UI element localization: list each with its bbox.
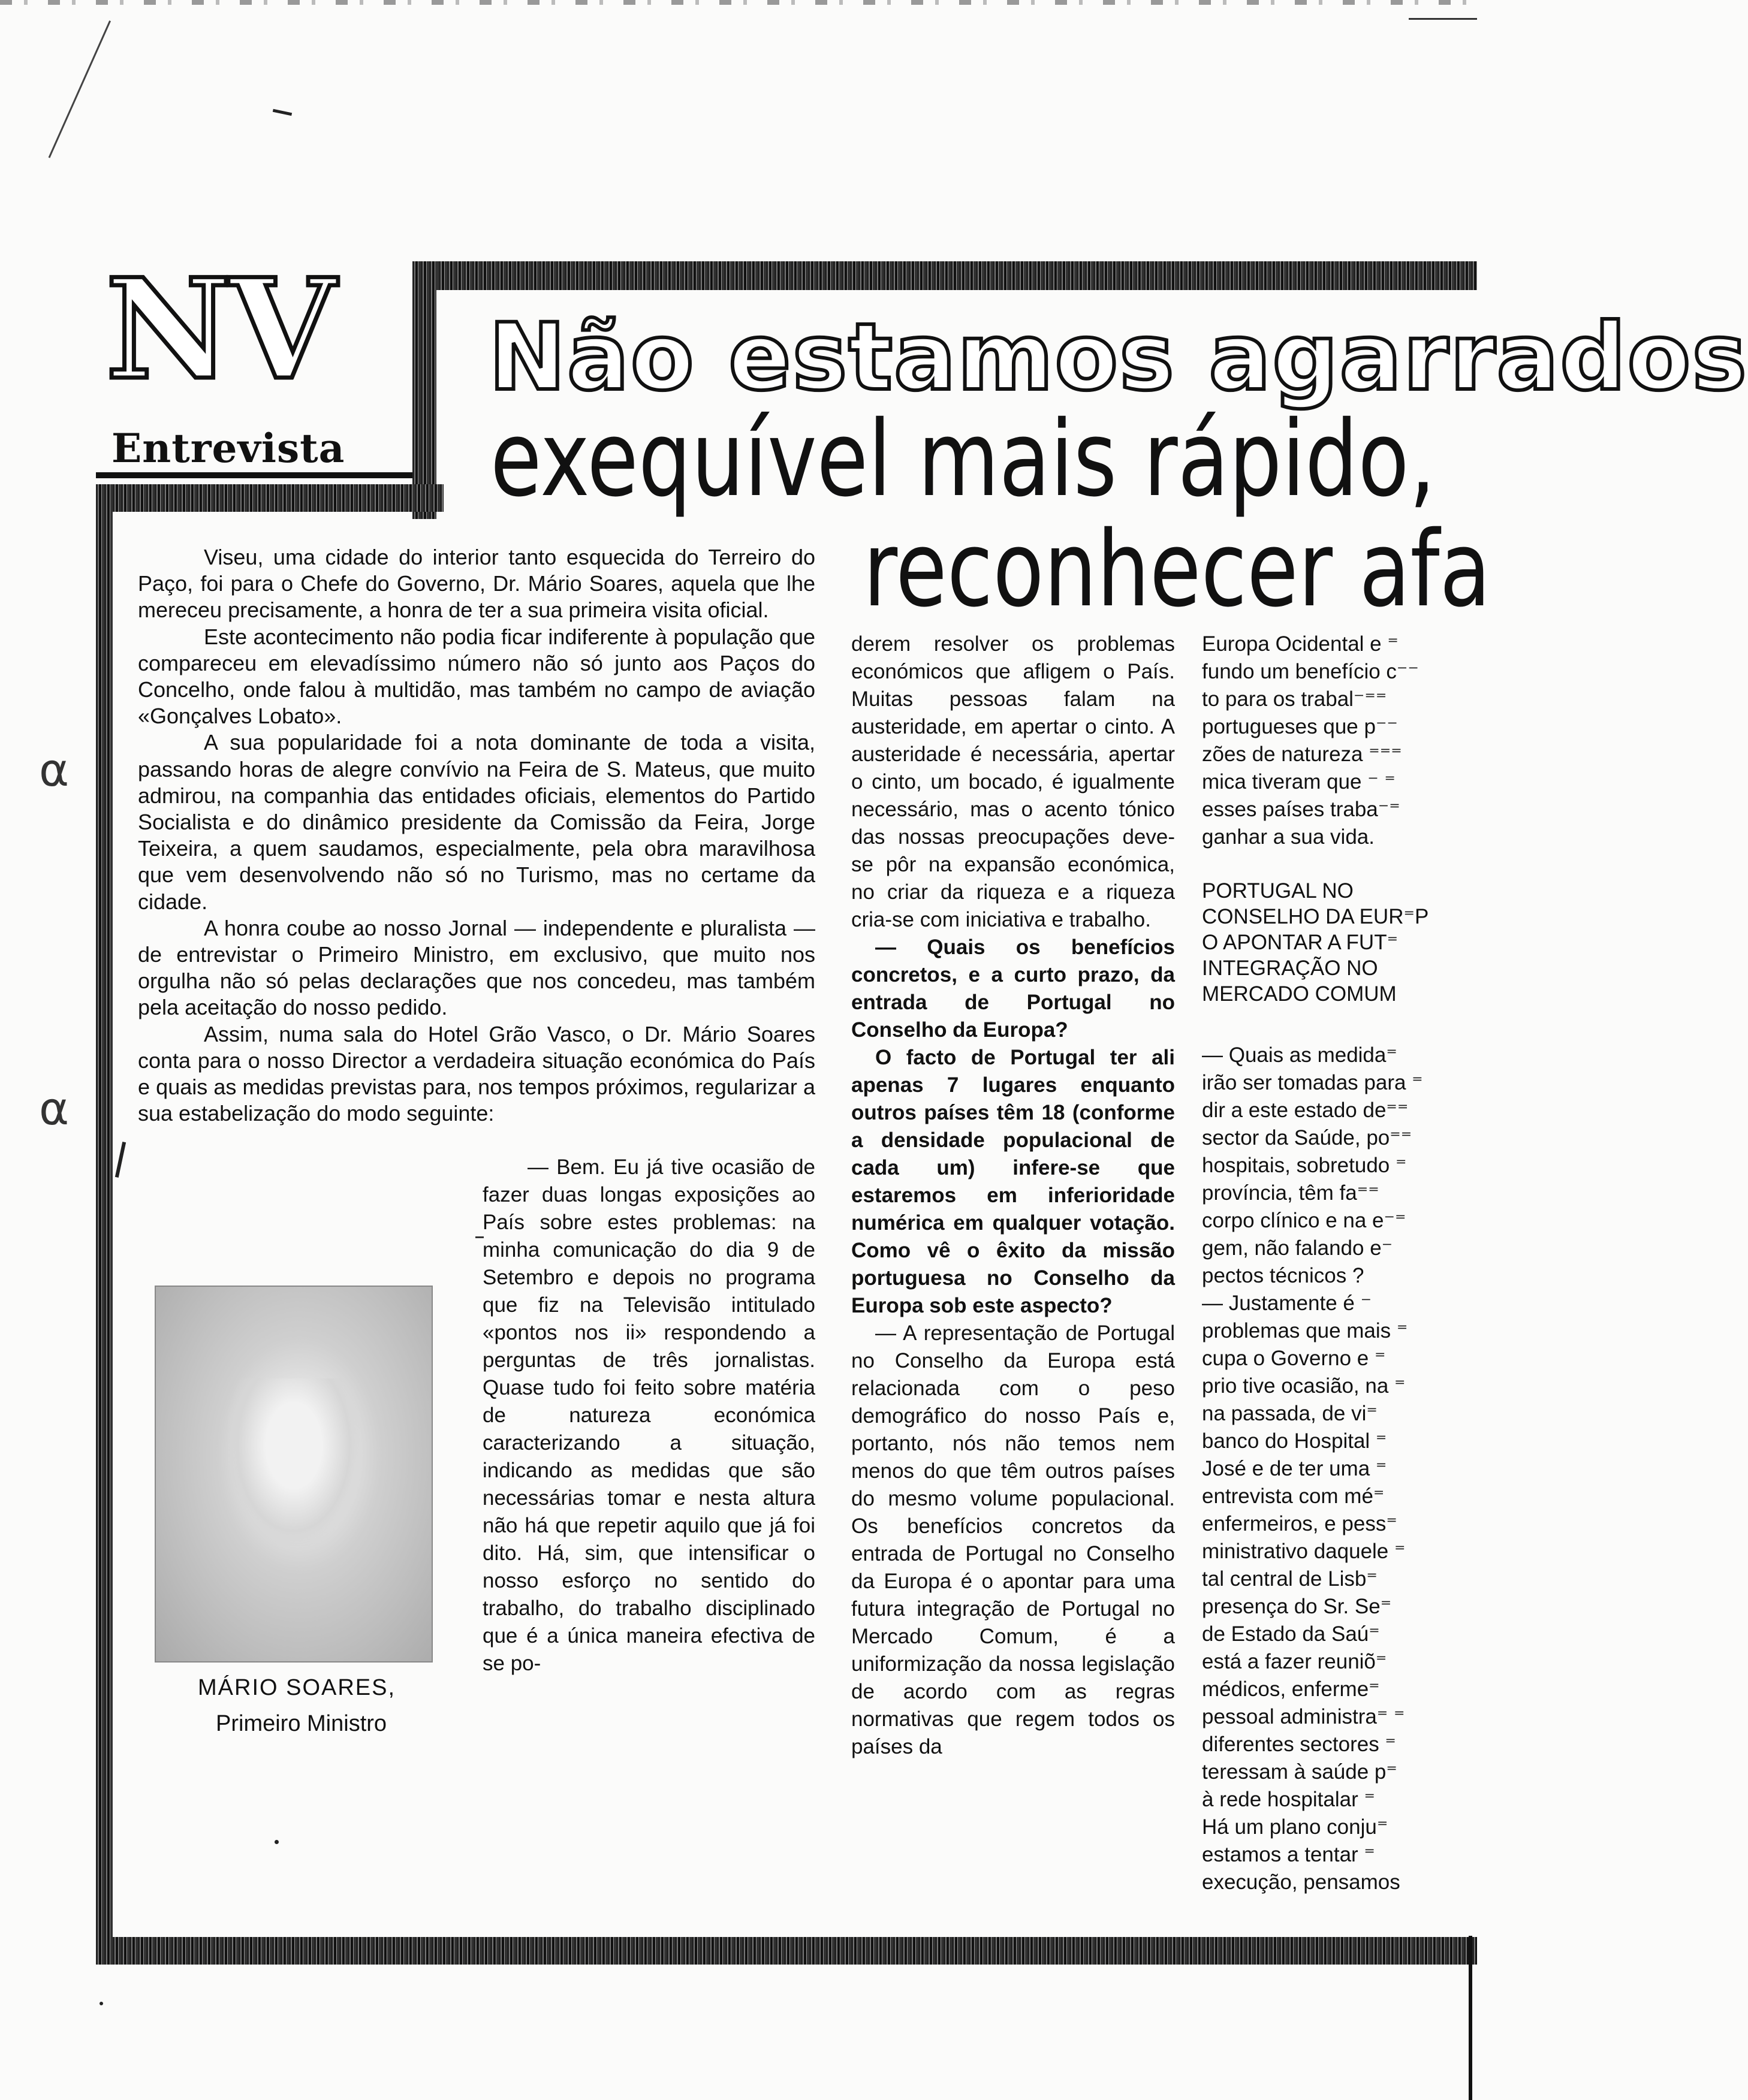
column-4-top-lines [1202,630,1477,851]
margin-mark: α [39,743,70,796]
headline-line-3: reconhecer afa [863,509,1491,630]
headline-top-rule [414,261,1477,290]
column-4-line: teressam à saúde p⁼ [1202,1760,1397,1784]
intro-paragraph: Viseu, uma cidade do interior tanto esquecida do Terreiro do Paço, foi para o Chefe do Governo, Dr. Mário Soares, aquela que lhe mereceu precisamente, a honra de ter a sua primeira visita oficial. [138,545,815,623]
photo-caption-title: Primeiro Ministro [216,1711,387,1736]
column-4-line: Há um plano conju⁼ [1202,1815,1388,1839]
column-4-line: portugueses que p⁻⁻ [1202,715,1398,738]
column-4-line: médicos, enferme⁼ [1202,1677,1380,1701]
column-4 [1202,630,1477,1896]
column-4-line: ministrativo daquele ⁼ [1202,1540,1406,1563]
column-4-line: mica tiveram que ⁻ ⁼ [1202,770,1396,793]
column-4-line: José e de ter uma ⁼ [1202,1457,1387,1480]
margin-mark: α [39,1082,70,1135]
column-4-line: de Estado da Saú⁼ [1202,1622,1380,1646]
column-4-line: está a fazer reuniõ⁼ [1202,1650,1387,1673]
column-4-line: entrevista com mé⁼ [1202,1485,1385,1508]
column-4-line: estamos a tentar ⁼ [1202,1843,1375,1866]
column-4-line: cupa o Governo e ⁼ [1202,1347,1386,1370]
intro-text [138,544,815,1127]
column-4-line: to para os trabal⁻⁼⁼ [1202,687,1387,711]
column-4-line: tal central de Lisb⁼ [1202,1567,1378,1591]
intro-paragraph: A honra coube ao nosso Jornal — independente e pluralista — de entrevistar o Primeiro Ministro, em exclusivo, que muito nos orgulha não só pelas declarações que nos concedeu, mas também pela aceitação do nosso pedido. [138,915,815,1020]
intro-paragraph: Este acontecimento não podia ficar indiferente à população que compareceu em elevadíssimo número não só junto aos Paços do Concelho, onde falou à multidão, mas também no campo de aviação «Gonçalves Lobato». [138,624,815,729]
column-4-line: CONSELHO DA EUR⁼P [1202,905,1429,928]
scan-corner-mark [1409,0,1477,20]
column-4-line: INTEGRAÇÃO NO [1202,957,1378,980]
column-3-paragraph: derem resolver os problemas económicos que afligem o País. Muitas pessoas falam na austeridade, em apertar o cinto. A austeridade é necessária, apertar o cinto, um bocado, é igualmente necessário, mas o acento tónico das nossas preocupações deve-se pôr na expansão económica, no criar da riqueza e a riqueza cria-se com iniciativa e trabalho. [851,632,1175,931]
photo-caption-name: MÁRIO SOARES, [198,1675,396,1700]
column-4-line: O APONTAR A FUT⁼ [1202,931,1399,954]
answer-column [483,1154,815,1677]
column-4-line: prio tive ocasião, na ⁼ [1202,1374,1406,1398]
column-4-line: fundo um benefício c⁻⁻ [1202,660,1419,683]
intro-paragraph: A sua popularidade foi a nota dominante de toda a visita, passando horas de alegre convívio na Feira de S. Mateus, que muito admirou, na companhia das entidades oficiais, elementos do Partido Socialista e do dinâmico presidente da Comissão da Feira, Jorge Teixeira, a quem saudamos, especialmente, pela obra maravilhosa que vem desenvolvendo não só no Turismo, mas no certame da cidade. [138,730,815,914]
column-4-bottom-lines [1202,1042,1477,1896]
ink-dot [100,2002,103,2005]
column-4-line: — Quais as medida⁼ [1202,1043,1397,1067]
portrait-figure [228,1378,360,1546]
column-4-line: — Justamente é ⁻ [1202,1292,1372,1315]
column-4-line: hospitais, sobretudo ⁼ [1202,1154,1407,1177]
column-4-line: banco do Hospital ⁼ [1202,1429,1387,1453]
column-4-line: pectos técnicos ? [1202,1264,1364,1287]
column-4-line: zões de natureza ⁼⁼⁼ [1202,743,1402,766]
headline-left-rule [412,261,436,519]
column-4-line: irão ser tomadas para ⁼ [1202,1071,1423,1094]
column-4-line: dir a este estado de⁼⁼ [1202,1099,1409,1122]
interview-question: O facto de Portugal ter ali apenas 7 lugares enquanto outros países têm 18 (conforme a densidade populacional de cada um) infere-se que estaremos em inferioridade numérica em qualquer votação. Como vê o êxito da missão portuguesa no Conselho da Europa sob este aspecto? [851,1046,1175,1317]
column-4-subhead [1202,878,1477,1007]
column-4-line: na passada, de vi⁼ [1202,1402,1378,1425]
column-4-line: presença do Sr. Se⁼ [1202,1595,1392,1618]
column-4-line: pessoal administra⁼ ⁼ [1202,1705,1405,1728]
headline-line-2: exequível mais rápido, [490,399,1436,520]
pen-scrawl [49,20,128,165]
column-4-line: sector da Saúde, po⁼⁼ [1202,1126,1412,1149]
ink-dash [475,1236,484,1238]
column-4-line: ganhar a sua vida. [1202,825,1375,849]
column-4-line: corpo clínico e na e⁻⁼ [1202,1209,1406,1232]
frame-top-rule [96,484,444,512]
column-4-line: execução, pensamos [1202,1870,1400,1894]
column-4-line: à rede hospitalar ⁼ [1202,1788,1375,1811]
column-4-line: MERCADO COMUM [1202,982,1397,1006]
column-4-line: problemas que mais ⁼ [1202,1319,1408,1342]
answer-paragraph: — A representação de Portugal no Conselho da Europa está relacionada com o peso demográfico do nosso País e, portanto, nós não temos nem menos do que têm outros países do mesmo volume populacional. Os benefícios concretos da entrada de Portugal no Conselho da Europa é o apontar para uma futura integração de Portugal no Mercado Comum, é a uniformização da nossa legislação de acordo com as regras normativas que regem todos os países da [851,1321,1175,1758]
column-3 [851,630,1175,1761]
column-4-line: província, têm fa⁼⁼ [1202,1181,1379,1205]
frame-bottom-rule [96,1937,1477,1965]
pen-dash [273,109,292,116]
column-4-line: diferentes sectores ⁼ [1202,1733,1396,1756]
section-label: Entrevista [111,425,345,472]
masthead-logo: NV [106,249,334,411]
section-underline [96,472,426,478]
column-4-line: Europa Ocidental e ⁼ [1202,632,1399,656]
column-4-line: esses países traba⁻⁼ [1202,798,1400,821]
scan-right-edge [1469,1936,1472,2100]
column-4-line: gem, não falando e⁻ [1202,1236,1393,1260]
ink-dot [275,1840,279,1844]
interview-question: — Quais os benefícios concretos, e a curto prazo, da entrada de Portugal no Conselho da Europa? [851,936,1175,1042]
intro-paragraph: Assim, numa sala do Hotel Grão Vasco, o Dr. Mário Soares conta para o nosso Director a verdadeira situação económica do País e quais as medidas previstas para, nos tempos próximos, regularizar a sua estabelização do modo seguinte: [138,1021,815,1126]
frame-left-rule [96,484,113,1947]
headline-line-1: Não estamos agarrados [489,304,1748,411]
answer-paragraph: — Bem. Eu já tive ocasião de fazer duas longas exposições ao País sobre estes problemas: na minha comunicação do dia 9 de Setembro e depois no programa que fiz na Televisão intitulado «pontos nos ii» respondendo a perguntas de três jornalistas. Quase tudo foi feito sobre matéria de natureza económica caracterizando a situação, indicando as medidas que são necessárias tomar e nesta altura não há que repetir aquilo que já foi dito. Há, sim, que intensificar o nosso esforço no sentido do trabalho, do trabalho disciplinado que é a única maneira efectiva de se po- [483,1155,815,1675]
pen-tick [115,1142,126,1178]
scan-top-edge [0,0,1477,5]
column-4-line: enfermeiros, e pess⁼ [1202,1512,1397,1535]
column-4-line: PORTUGAL NO [1202,879,1354,903]
